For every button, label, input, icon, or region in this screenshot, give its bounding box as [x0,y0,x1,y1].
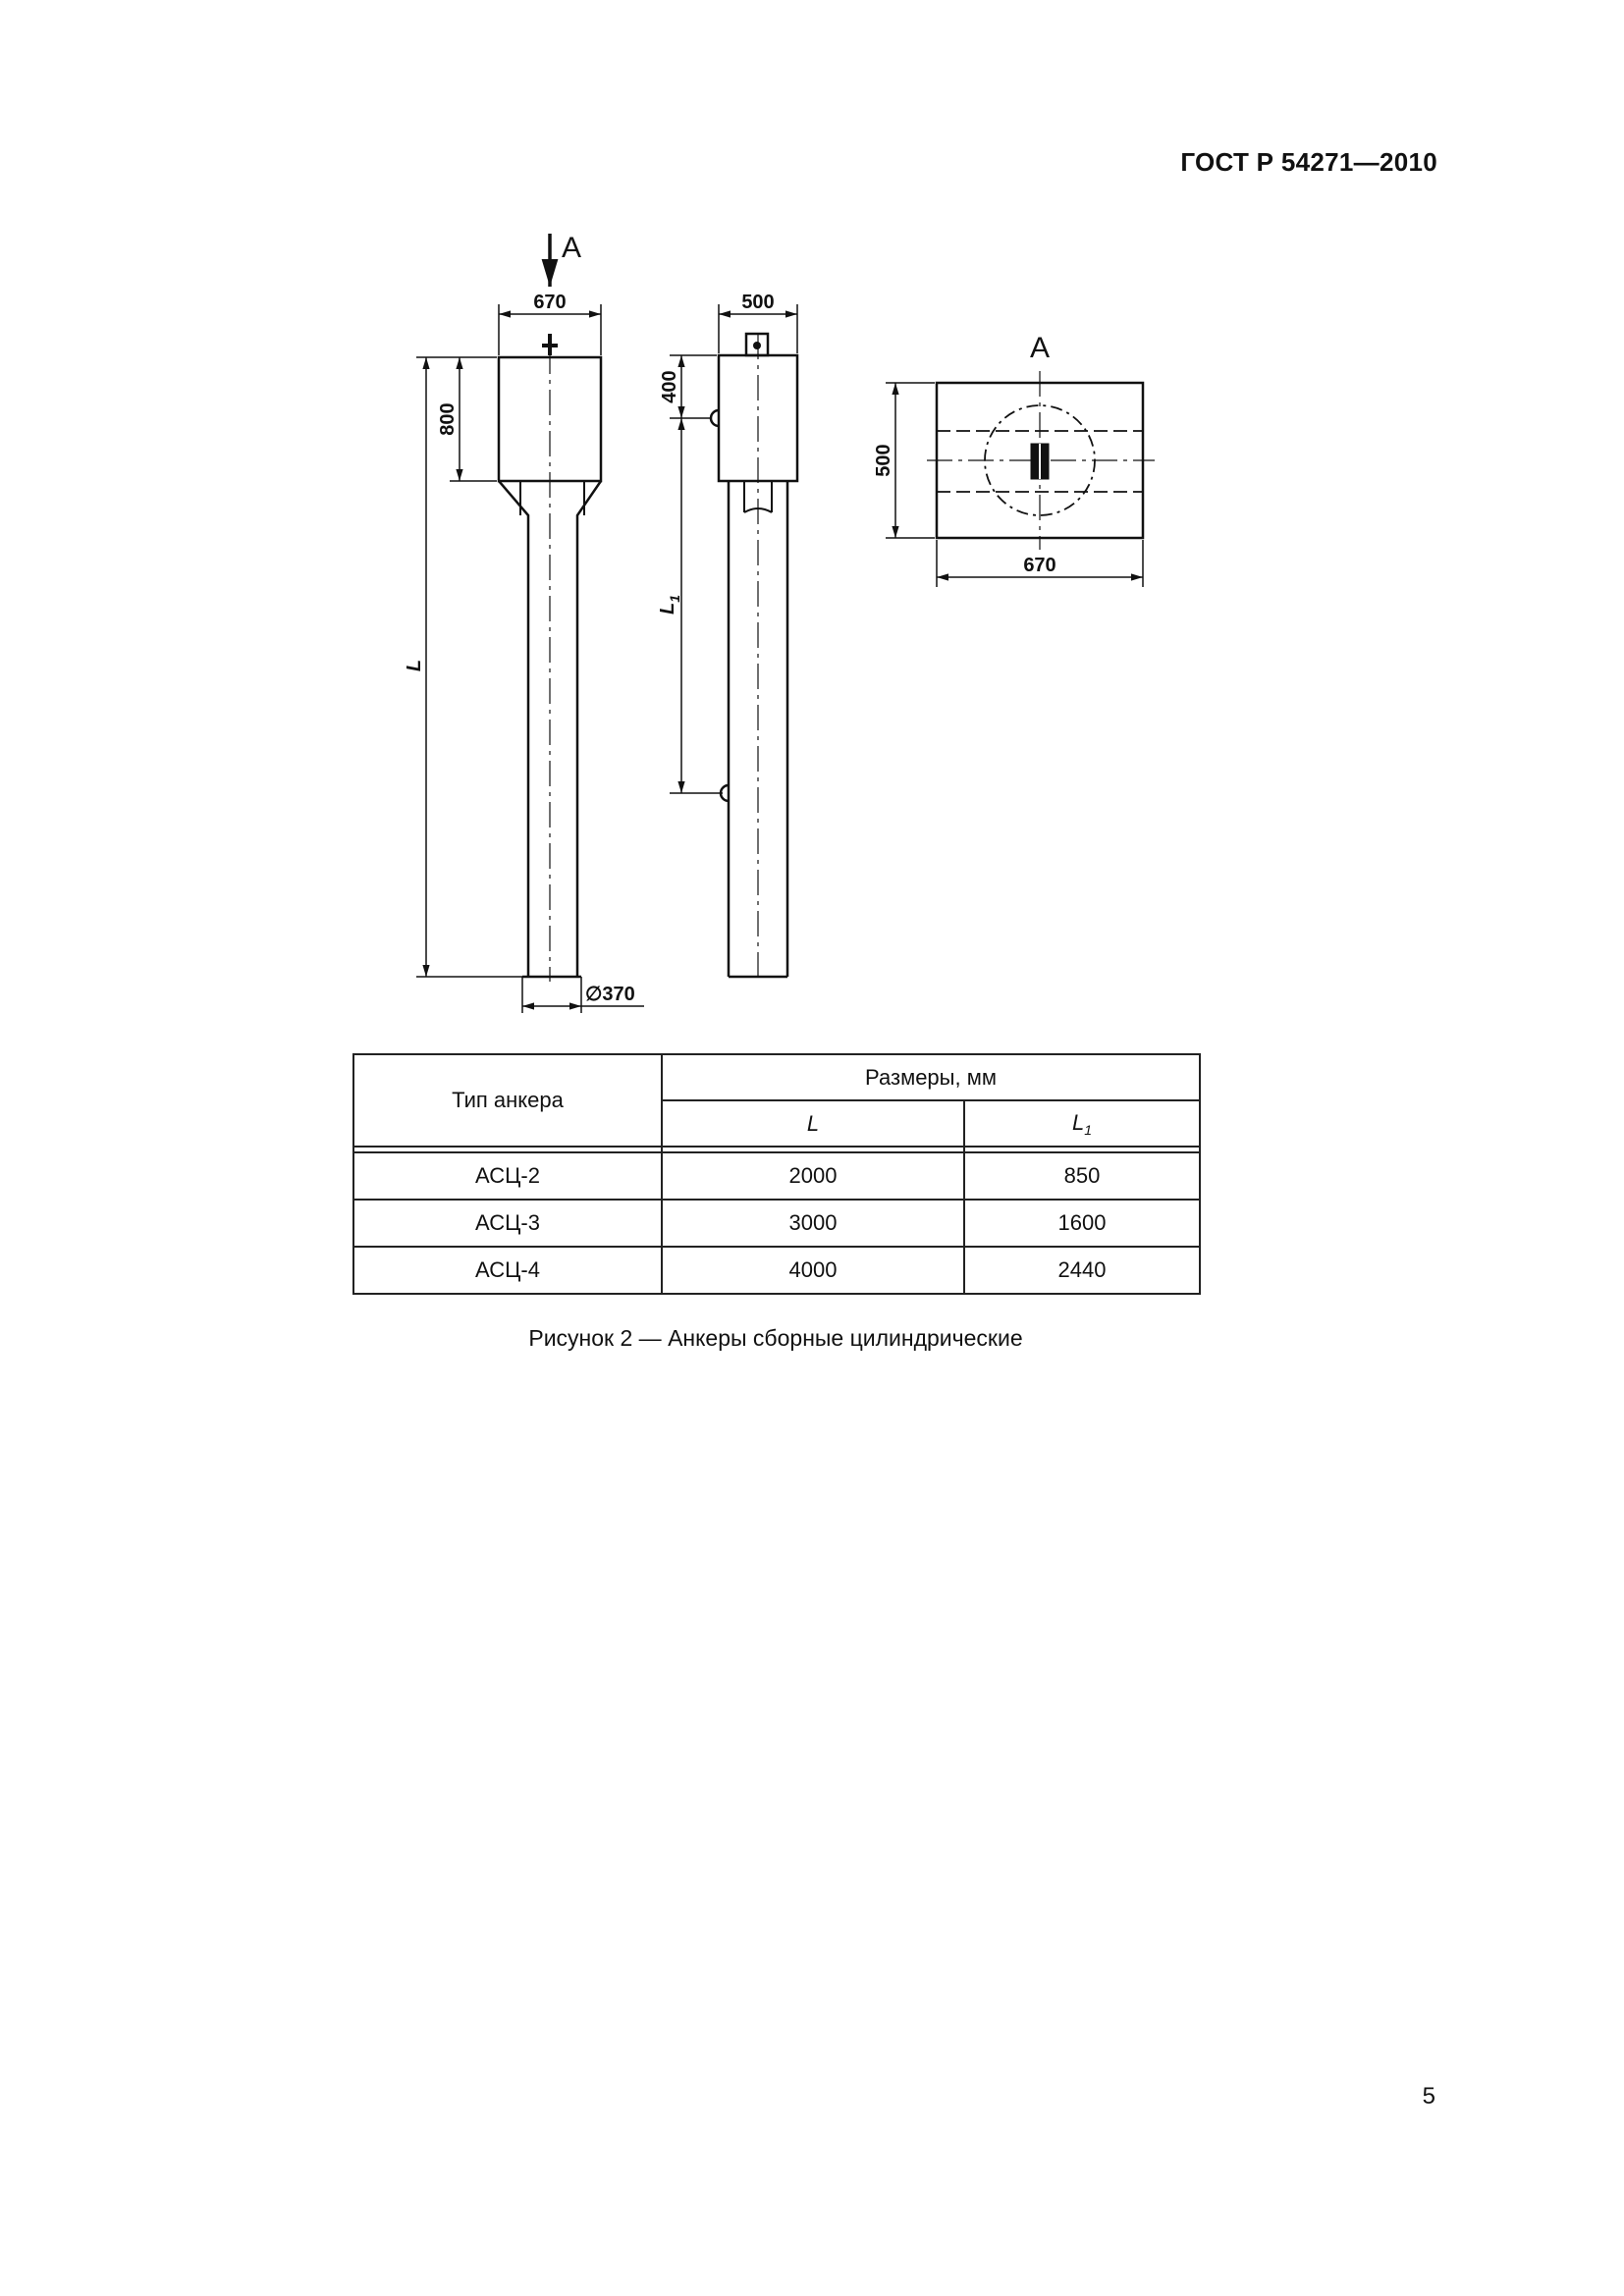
table-row [353,1200,1200,1247]
col-header-type: Тип анкера [353,1054,662,1147]
side-view [670,304,797,982]
cell-L1: 1600 [964,1200,1200,1247]
dim-loop-span: $L_1$ [657,594,682,615]
col-header-group: Размеры, мм [662,1054,1200,1100]
cell-L: 4000 [662,1247,964,1294]
col-header-L: L [662,1100,964,1147]
dim-loop-offset: 400 [659,370,680,403]
dim-length: L [404,659,425,672]
cell-type: АСЦ-2 [353,1152,662,1200]
col-header-L1: $L_1$ [964,1100,1200,1147]
technical-drawing [0,0,1624,1041]
cell-type: АСЦ-4 [353,1247,662,1294]
figure-caption: Рисунок 2 — Анкеры сборные цилиндрические [528,1325,1023,1351]
dim-width-front: 670 [533,292,567,313]
anchor-dimensions-table [352,1053,1201,1295]
page-number: 5 [1422,2083,1435,2109]
front-view [416,234,644,1013]
plan-view-title: А [1029,332,1051,364]
cell-L1: 850 [964,1152,1200,1200]
view-arrow-label: А [562,232,582,264]
dim-plan-height: 500 [873,444,894,477]
cell-L1: 2440 [964,1247,1200,1294]
cell-type: АСЦ-3 [353,1200,662,1247]
dim-head-height: 800 [437,402,459,436]
cell-L: 2000 [662,1152,964,1200]
standard-code: ГОСТ Р 54271—2010 [1180,147,1437,177]
cell-L: 3000 [662,1200,964,1247]
dim-plan-width: 670 [1023,555,1056,576]
table-row [353,1247,1200,1294]
dim-diameter: ∅370 [585,984,635,1005]
plan-view [886,371,1155,587]
table-row [353,1152,1200,1200]
dim-width-side: 500 [741,292,775,313]
